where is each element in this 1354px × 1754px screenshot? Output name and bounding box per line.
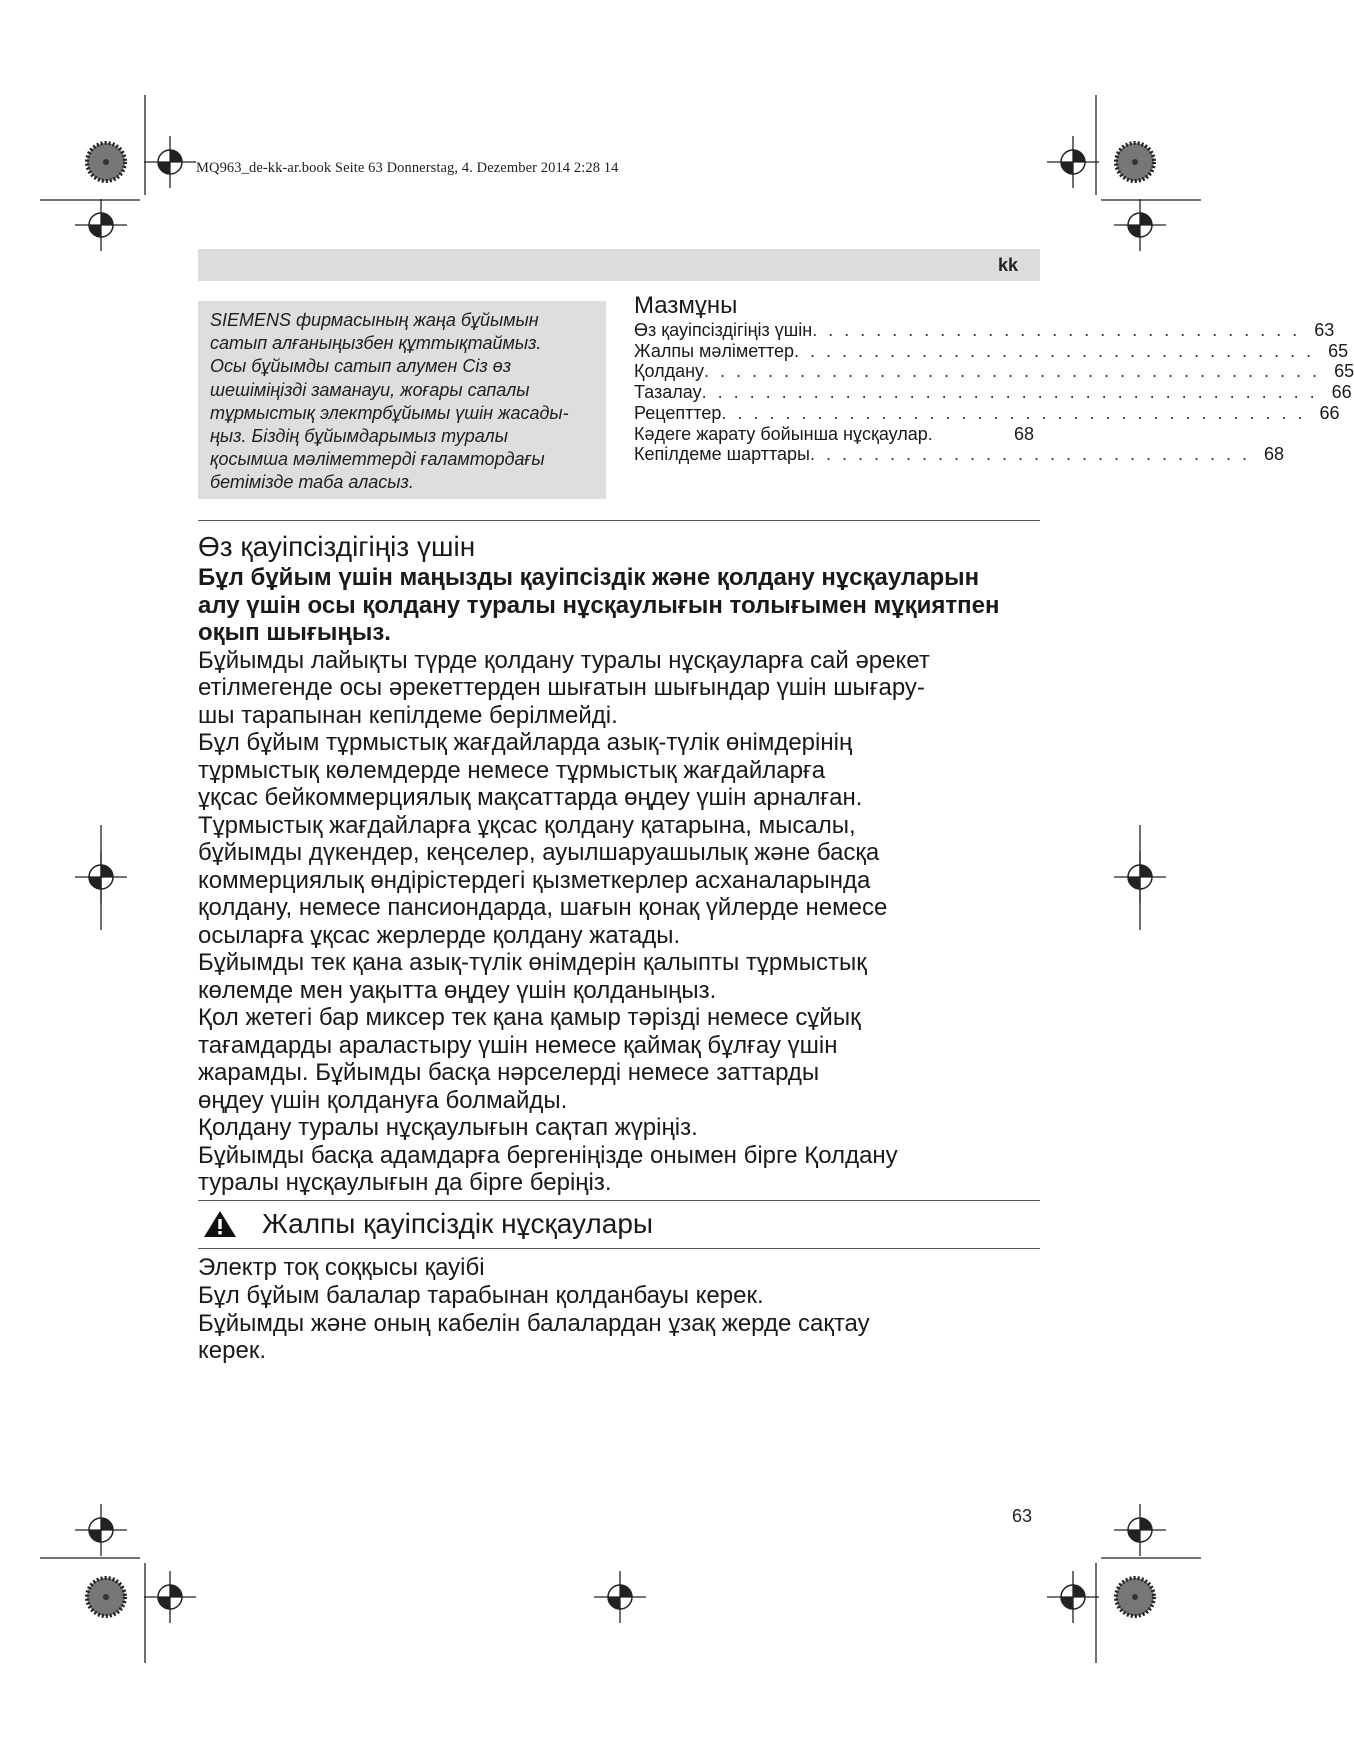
body-line: Бұйымды лайықты түрде қолдану туралы нұсқауларға сай әрекет bbox=[198, 646, 930, 674]
toc-item-page: 65 bbox=[1334, 361, 1354, 382]
body-line: бұйымды дүкендер, кеңселер, ауылшаруашылық және басқа bbox=[198, 839, 880, 866]
toc-leader-dots: . . . . . . . . . . . . . . . . . . . . . . . . . . . . . . . . . . . . . bbox=[721, 402, 1306, 423]
toc-item-label: Рецепттер bbox=[634, 402, 722, 423]
section-divider bbox=[198, 1248, 1040, 1249]
subheading: Электр тоқ соққысы қауібі bbox=[198, 1254, 485, 1281]
body-line: Қол жетегі бар миксер тек қана қамыр тәрізді немесе сұйық bbox=[198, 1004, 861, 1031]
toc-leader-dots: . . . . . . . . . . . . . . . . . . . . . . . . . . . . . . . . . . . . . . . bbox=[704, 361, 1321, 382]
body-line: қолдану, немесе пансиондарда, шағын қонақ үйлерде немесе bbox=[198, 894, 888, 921]
toc-leader-dots: . . . . . . . . . . . . . . . . . . . . . . . . . . . . . . . . . . . . . . . bbox=[701, 382, 1318, 403]
warning-triangle-icon bbox=[202, 1209, 238, 1239]
page-number: 63 bbox=[1012, 1506, 1033, 1526]
body-line: өңдеу үшін қолдануға болмайды. bbox=[198, 1086, 568, 1114]
body-line: Бұл бұйым балалар тарабынан қолданбауы керек. bbox=[198, 1282, 764, 1309]
language-header-bar bbox=[198, 249, 1040, 281]
body-line: керек. bbox=[198, 1337, 266, 1364]
general-warnings-title: Жалпы қауіпсіздік нұсқаулары bbox=[262, 1208, 654, 1239]
toc-item-label: Тазалау bbox=[634, 382, 702, 403]
body-line: етілмегенде осы әрекеттерден шығатын шығындар үшін шығару- bbox=[198, 674, 925, 701]
intro-line: бетімізде таба аласыз. bbox=[210, 472, 414, 493]
toc-item-label: Кәдеге жарату бойынша нұсқаулар bbox=[634, 423, 928, 444]
toc-item-label: Жалпы мәліметтер bbox=[634, 340, 795, 361]
intro-line: Осы бұйымды сатып алумен Сіз өз bbox=[210, 356, 512, 377]
body-line: жарамды. Бұйымды басқа нәрселерді немесе заттарды bbox=[198, 1059, 820, 1086]
toc-item-label: Қолдану bbox=[634, 361, 705, 382]
toc-item-page: 66 bbox=[1331, 382, 1352, 403]
safety-section bbox=[198, 530, 1058, 1197]
toc-item[interactable] bbox=[634, 340, 1349, 362]
toc-item[interactable] bbox=[634, 444, 1285, 465]
toc-item-page: 68 bbox=[1013, 423, 1034, 444]
body-line: ұқсас бейкоммерциялық мақсаттарда өңдеу үшін арналған. bbox=[198, 784, 863, 811]
table-of-contents bbox=[634, 292, 1354, 465]
toc-item[interactable] bbox=[634, 402, 1340, 424]
body-line: осыларға ұқсас жерлерде қолдану жатады. bbox=[198, 921, 681, 949]
toc-item-page: 68 bbox=[1264, 444, 1285, 465]
toc-leader-dots: . . . . . . . . . . . . . . . . . . . . . . . . . . . . . . . . . bbox=[794, 340, 1315, 361]
intro-line: SIEMENS фирмасының жаңа бұйымын bbox=[210, 310, 539, 330]
toc-item[interactable] bbox=[634, 361, 1354, 382]
toc-item-label: Кепілдеме шарттары bbox=[634, 444, 810, 465]
toc-title: Мазмұны bbox=[634, 292, 738, 319]
toc-item[interactable] bbox=[634, 424, 1034, 445]
body-line: Бұйымды және оның кабелін балалардан ұзақ жерде сақтау bbox=[198, 1309, 870, 1337]
toc-item-page: 66 bbox=[1319, 402, 1340, 423]
toc-leader-dots: . . . . . . . . . . . . . . . . . . . . . . . . . . . . . . . bbox=[812, 320, 1301, 340]
body-line: Бұйымды тек қана азық-түлік өнімдерін қалыпты тұрмыстық bbox=[198, 949, 867, 976]
toc-item-page: 65 bbox=[1328, 340, 1349, 361]
bold-intro-line: оқып шығыңыз. bbox=[198, 619, 391, 646]
intro-line: тұрмыстық электрбұйымы үшін жасады- bbox=[210, 402, 569, 423]
section-divider bbox=[198, 1200, 1040, 1201]
body-line: Тұрмыстық жағдайларға ұқсас қолдану қатарына, мысалы, bbox=[198, 811, 856, 839]
intro-box bbox=[198, 301, 606, 499]
section-divider bbox=[198, 520, 1040, 521]
bold-intro-line: алу үшін осы қолдану туралы нұсқаулығын толығымен мұқиятпен bbox=[198, 591, 1000, 619]
intro-line: қосымша мәліметтерді ғаламтордағы bbox=[210, 449, 545, 470]
body-line: Бұйымды басқа адамдарға бергеніңізде онымен бірге Қолдану bbox=[198, 1141, 898, 1169]
body-line: шы тарапынан кепілдеме берілмейді. bbox=[198, 701, 618, 729]
book-slug: MQ963_de-kk-ar.book Seite 63 Donnerstag, 4. Dezember 2014 2:28 14 bbox=[196, 160, 619, 176]
toc-leader-dots: . bbox=[927, 423, 936, 444]
language-code: kk bbox=[997, 255, 1018, 275]
section-heading: Өз қауіпсіздігіңіз үшін bbox=[198, 531, 476, 562]
toc-leader-dots: . . . . . . . . . . . . . . . . . . . . . . . . . . . . bbox=[809, 444, 1251, 465]
body-line: Қолдану туралы нұсқаулығын сақтап жүріңіз. bbox=[198, 1114, 698, 1141]
body-line: Бұл бұйым тұрмыстық жағдайларда азық-түлік өнімдерінің bbox=[198, 729, 853, 756]
toc-item[interactable] bbox=[634, 320, 1335, 341]
body-line: көлемде мен уақытта өңдеу үшін қолданыңыз. bbox=[198, 976, 717, 1004]
electric-shock-section bbox=[198, 1254, 1058, 1365]
toc-item[interactable] bbox=[634, 382, 1352, 403]
body-line: тұрмыстық көлемдерде немесе тұрмыстық жағдайларға bbox=[198, 756, 826, 784]
toc-item-page: 63 bbox=[1314, 320, 1335, 340]
bold-intro-line: Бұл бұйым үшін маңызды қауіпсіздік және қолдану нұсқауларын bbox=[198, 564, 980, 591]
general-warnings-heading bbox=[198, 1207, 1040, 1241]
body-line: коммерциялық өндірістердегі қызметкерлер асханаларында bbox=[198, 866, 871, 894]
intro-line: ңыз. Біздің бұйымдарымыз туралы bbox=[210, 426, 508, 447]
intro-line: сатып алғаныңызбен құттықтаймыз. bbox=[210, 333, 542, 354]
intro-line: шешіміңізді заманауи, жоғары сапалы bbox=[210, 379, 530, 400]
toc-item-label: Өз қауіпсіздігіңіз үшін bbox=[634, 320, 813, 340]
body-line: тағамдарды араластыру үшін немесе қаймақ бұлғау үшін bbox=[198, 1031, 838, 1059]
body-line: туралы нұсқаулығын да бірге беріңіз. bbox=[198, 1169, 612, 1196]
